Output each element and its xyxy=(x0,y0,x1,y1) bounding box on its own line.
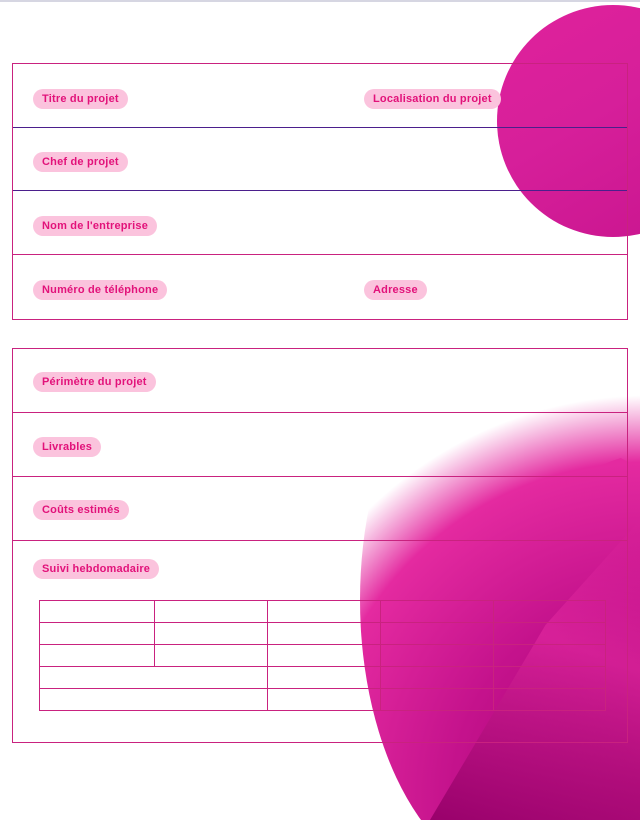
table-row xyxy=(40,623,606,645)
table-row xyxy=(13,255,627,319)
table-cell[interactable] xyxy=(494,623,606,645)
table-cell[interactable] xyxy=(40,667,268,689)
table-cell[interactable] xyxy=(381,689,494,711)
table-cell[interactable] xyxy=(268,623,381,645)
table-row xyxy=(13,191,627,255)
field-label-project-scope: Périmètre du projet xyxy=(33,372,156,392)
table-row xyxy=(40,689,606,711)
table-row xyxy=(13,541,627,743)
table-row xyxy=(13,413,627,477)
table-cell[interactable] xyxy=(40,623,155,645)
scope-details-card xyxy=(12,348,628,743)
field-label-phone-number: Numéro de téléphone xyxy=(33,280,167,300)
table-row xyxy=(13,64,627,128)
table-cell[interactable] xyxy=(494,645,606,667)
table-cell[interactable] xyxy=(494,689,606,711)
field-label-project-manager: Chef de projet xyxy=(33,152,128,172)
table-cell[interactable] xyxy=(40,689,268,711)
page-top-divider xyxy=(0,0,640,2)
table-cell[interactable] xyxy=(381,645,494,667)
field-label-weekly-followup: Suivi hebdomadaire xyxy=(33,559,159,579)
table-cell[interactable] xyxy=(40,601,155,623)
table-cell[interactable] xyxy=(268,689,381,711)
table-cell[interactable] xyxy=(268,601,381,623)
table-row xyxy=(13,128,627,191)
field-label-address: Adresse xyxy=(364,280,427,300)
table-cell[interactable] xyxy=(40,645,155,667)
table-row xyxy=(13,477,627,541)
table-cell[interactable] xyxy=(494,601,606,623)
table-cell[interactable] xyxy=(268,667,381,689)
weekly-tracking-table xyxy=(39,600,606,711)
table-row xyxy=(40,645,606,667)
table-row xyxy=(40,601,606,623)
field-label-estimated-costs: Coûts estimés xyxy=(33,500,129,520)
table-cell[interactable] xyxy=(494,667,606,689)
table-cell[interactable] xyxy=(381,601,494,623)
field-label-project-location: Localisation du projet xyxy=(364,89,501,109)
field-label-project-title: Titre du projet xyxy=(33,89,128,109)
table-cell[interactable] xyxy=(155,601,268,623)
table-cell[interactable] xyxy=(381,667,494,689)
field-label-deliverables: Livrables xyxy=(33,437,101,457)
table-row xyxy=(13,349,627,413)
table-row xyxy=(40,667,606,689)
table-cell[interactable] xyxy=(155,623,268,645)
project-info-card xyxy=(12,63,628,320)
table-cell[interactable] xyxy=(155,645,268,667)
field-label-company-name: Nom de l'entreprise xyxy=(33,216,157,236)
table-cell[interactable] xyxy=(268,645,381,667)
table-cell[interactable] xyxy=(381,623,494,645)
